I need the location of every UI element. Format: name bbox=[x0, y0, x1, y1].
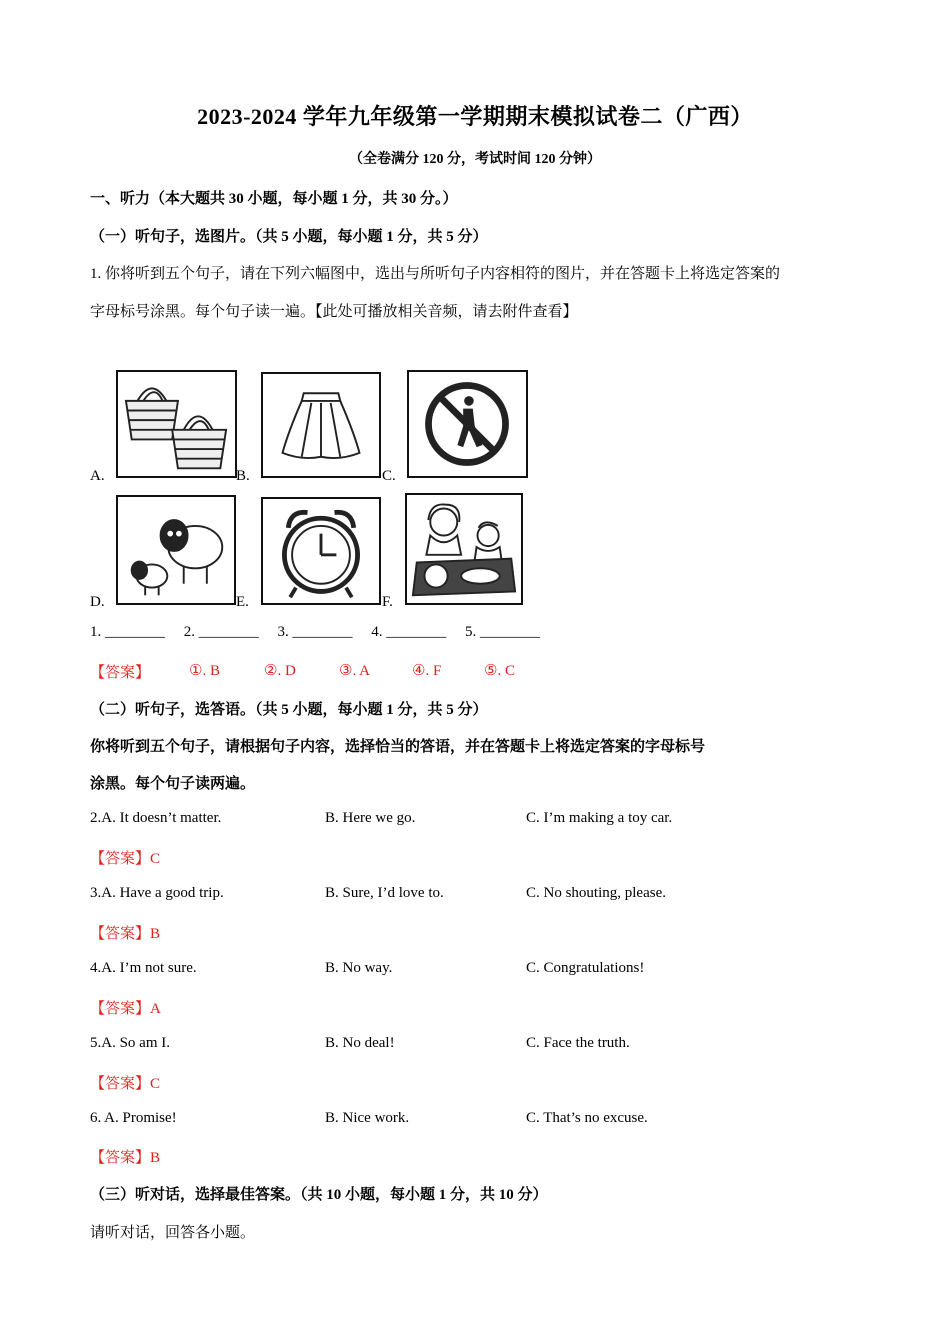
question-2-option-a: 2.A. It doesn’t matter. bbox=[90, 810, 222, 826]
question-4-option-a: 4.A. I’m not sure. bbox=[90, 960, 197, 976]
question-5-answer: 【答案】C bbox=[90, 1076, 161, 1092]
part1-instruction-line1: 1. 你将听到五个句子，请在下列六幅图中，选出与所听句子内容相符的图片，并在答题卡上将选定答案的 bbox=[90, 266, 781, 282]
answer-5: ⑤. C bbox=[484, 663, 515, 679]
question-2-option-c: C. I’m making a toy car. bbox=[526, 810, 673, 826]
part1-instruction-line2: 字母标号涂黑。每个句子读一遍。【此处可播放相关音频，请去附件查看】 bbox=[90, 304, 578, 320]
question-6-option-a: 6. A. Promise! bbox=[90, 1110, 177, 1126]
picture-label-b: B. bbox=[236, 468, 250, 484]
page-subtitle: （全卷满分 120 分，考试时间 120 分钟） bbox=[349, 152, 601, 167]
part3-heading: （三）听对话，选择最佳答案。（共 10 小题，每小题 1 分，共 10 分） bbox=[90, 1187, 548, 1203]
question-5-option-c: C. Face the truth. bbox=[526, 1035, 630, 1051]
part3-instruction: 请听对话，回答各小题。 bbox=[90, 1225, 256, 1241]
sheep-icon bbox=[116, 495, 236, 605]
answer-blanks: 1. ________ 2. ________ 3. ________ 4. ________ 5. ________ bbox=[90, 624, 540, 640]
question-5-option-b: B. No deal! bbox=[325, 1035, 395, 1051]
section-heading: 一、听力（本大题共 30 小题，每小题 1 分，共 30 分。） bbox=[90, 191, 458, 207]
answer-3: ③. A bbox=[339, 663, 370, 679]
answer-label: 【答案】 bbox=[90, 665, 151, 681]
answer-4: ④. F bbox=[412, 663, 442, 679]
skirt-icon bbox=[261, 372, 381, 478]
people-dinner-icon bbox=[405, 493, 523, 605]
page-title: 2023-2024 学年九年级第一学期期末模拟试卷二（广西） bbox=[197, 104, 753, 129]
question-4-answer: 【答案】A bbox=[90, 1001, 161, 1017]
question-4-option-b: B. No way. bbox=[325, 960, 393, 976]
picture-label-d: D. bbox=[90, 594, 105, 610]
question-6-option-c: C. That’s no excuse. bbox=[526, 1110, 648, 1126]
picture-label-e: E. bbox=[236, 594, 249, 610]
answer-1: ①. B bbox=[189, 663, 220, 679]
answer-2: ②. D bbox=[264, 663, 296, 679]
question-3-answer: 【答案】B bbox=[90, 926, 161, 942]
part2-instruction-line2: 涂黑。每个句子读两遍。 bbox=[90, 776, 256, 792]
picture-label-a: A. bbox=[90, 468, 105, 484]
part1-heading: （一）听句子，选图片。（共 5 小题，每小题 1 分，共 5 分） bbox=[90, 229, 488, 245]
picture-label-f: F. bbox=[382, 594, 393, 610]
question-3-option-c: C. No shouting, please. bbox=[526, 885, 666, 901]
baskets-icon bbox=[116, 370, 237, 478]
question-2-option-b: B. Here we go. bbox=[325, 810, 416, 826]
question-3-option-a: 3.A. Have a good trip. bbox=[90, 885, 224, 901]
question-6-option-b: B. Nice work. bbox=[325, 1110, 410, 1126]
question-5-option-a: 5.A. So am I. bbox=[90, 1035, 170, 1051]
alarm-clock-icon bbox=[261, 497, 381, 605]
question-3-option-b: B. Sure, I’d love to. bbox=[325, 885, 444, 901]
question-4-option-c: C. Congratulations! bbox=[526, 960, 645, 976]
no-walking-sign-icon bbox=[407, 370, 528, 478]
picture-label-c: C. bbox=[382, 468, 396, 484]
question-2-answer: 【答案】C bbox=[90, 851, 161, 867]
part2-instruction-line1: 你将听到五个句子，请根据句子内容，选择恰当的答语，并在答题卡上将选定答案的字母标号 bbox=[90, 739, 706, 755]
part2-heading: （二）听句子，选答语。（共 5 小题，每小题 1 分，共 5 分） bbox=[90, 702, 488, 718]
question-6-answer: 【答案】B bbox=[90, 1150, 161, 1166]
